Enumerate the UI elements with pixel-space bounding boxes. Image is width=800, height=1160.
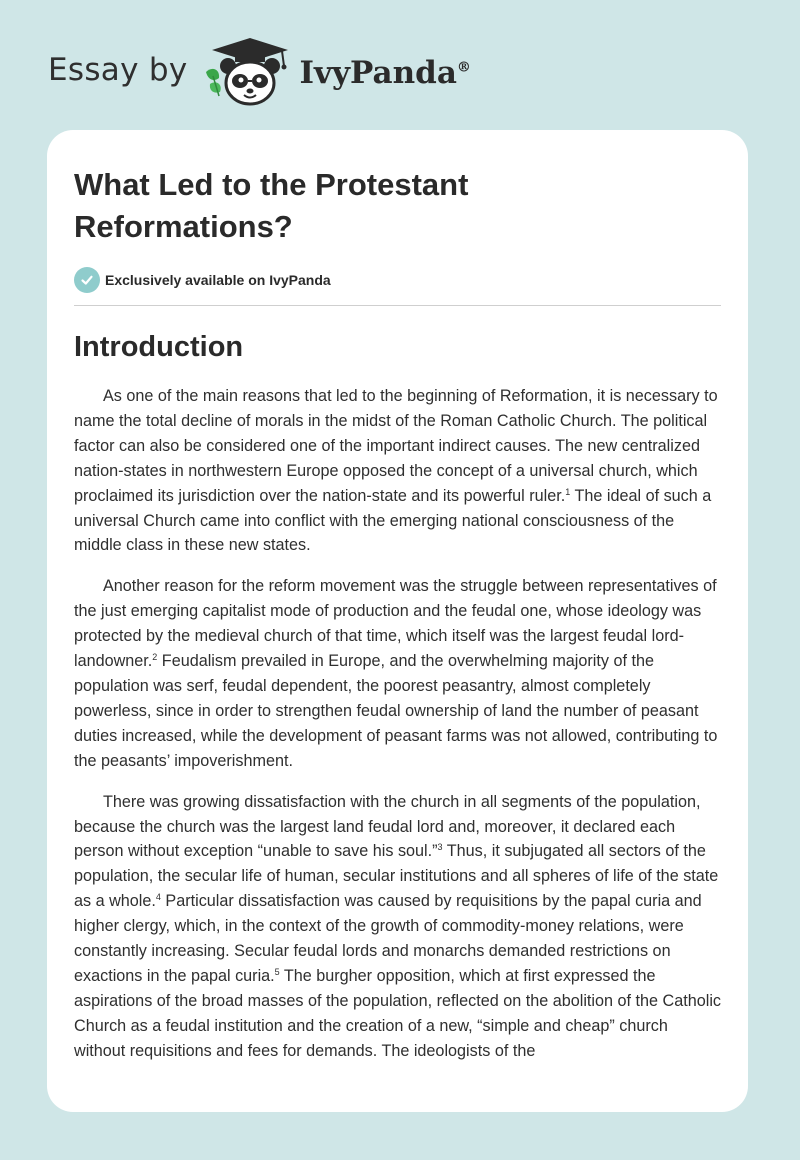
section-heading-introduction: Introduction [74,331,244,363]
footnote-ref[interactable]: 2 [152,652,158,663]
registered-mark: ® [456,59,471,76]
paragraph-text: There was growing dissatisfaction with the church in all segments of the population, because the church was the largest land feudal lord and, moreover, it declared each person without exception “unable to save his soul.” [74,792,701,861]
paragraph-text: The burgher opposition, which at first expressed the aspirations of the broad masses of the population, reflected on the abolition of the Catholic Church as a feudal institution and the creation of a new, “simple and cheap” church without requisitions and fees for demands. The ideologists of the [74,966,722,1060]
paragraph-1 [74,384,721,558]
divider [74,305,721,306]
check-icon [74,267,100,293]
footnote-ref[interactable]: 4 [155,892,161,903]
footnote-ref[interactable]: 5 [274,966,280,977]
brand-prefix: Essay by [48,52,188,88]
panda-graduate-icon [202,36,296,108]
paragraph-2 [74,574,721,773]
brand-name: IvyPanda® [299,55,471,91]
paragraph-text: Particular dissatisfaction was caused by requisitions by the papal curia and higher clergy, which, in the context of the growth of commodity-money relations, were constantly increasing. Secular feudal lords and monarchs demanded restrictions on exactions in the papal curia. [74,892,702,985]
paragraph-text: The ideal of such a universal Church came into conflict with the emerging national consciousness of the middle class in these new states. [74,486,712,555]
paragraph-text: As one of the main reasons that led to the beginning of Reformation, it is necessary to name the total decline of morals in the midst of the Roman Catholic Church. The political factor can also be considered one of the important indirect causes. The new centralized nation-states in northwestern Europe opposed the concept of a universal church, which proclaimed its jurisdiction over the nation-state and its powerful ruler. [74,387,718,505]
footnote-ref[interactable]: 3 [437,842,443,853]
footnote-ref[interactable]: 1 [565,486,571,497]
brand-header[interactable] [48,36,471,108]
paragraph-text: Feudalism prevailed in Europe, and the overwhelming majority of the population was serf, feudal dependent, the poorest peasantry, almost completely powerless, since in order to strengthen feudal ownership of land the number of peasant duties increased, while the development of peasant farms was not allowed, contributing to the peasants’ impoverishment. [74,652,718,770]
paragraph-3 [74,790,721,1064]
exclusive-badge-row [74,267,721,293]
paragraph-text: Another reason for the reform movement was the struggle between representatives of the just emerging capitalist mode of production and the feudal one, whose ideology was protected by the medieval church of that time, which itself was the largest feudal lord-landowner. [74,577,717,671]
essay-card [47,130,748,1112]
exclusive-label: Exclusively available on IvyPanda [105,272,331,288]
page-title: What Led to the Protestant Reformations? [74,167,469,244]
paragraph-text: Thus, it subjugated all sectors of the population, the secular life of human, secular institutions and all spheres of life of the state as a whole. [74,842,719,911]
